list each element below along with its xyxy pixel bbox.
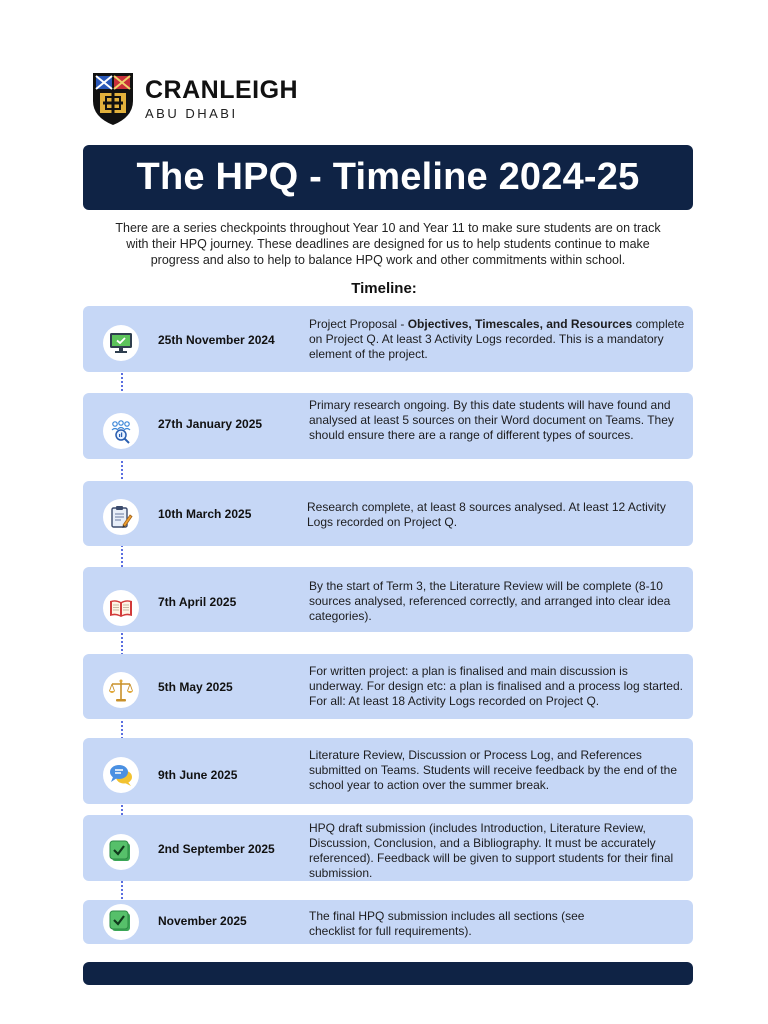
icon-badge [103, 672, 139, 708]
timeline-heading: Timeline: [351, 280, 417, 297]
timeline-card [83, 738, 693, 804]
page-title: The HPQ - Timeline 2024-25 [136, 156, 640, 198]
open-book-icon [108, 595, 134, 621]
icon-badge [103, 413, 139, 449]
timeline-card [83, 306, 693, 372]
school-logo [91, 70, 298, 128]
timeline-date: 2nd September 2025 [158, 842, 275, 856]
research-people-icon [108, 418, 134, 444]
timeline-description: Project Proposal - Objectives, Timescales, and Resources complete on Project Q. At least 3 Activity Logs recorded. This is a mandatory element of the project. [309, 317, 685, 361]
timeline-description: Literature Review, Discussion or Process Log, and References submitted on Teams. Students will receive feedback by the end of the school year to action over the summer break. [309, 748, 677, 792]
timeline-description: The final HPQ submission includes all sections (see checklist for full requirements). [309, 909, 585, 938]
speech-bubbles-icon [108, 762, 134, 788]
monitor-check-icon [108, 330, 134, 356]
brand-name: CRANLEIGH [145, 76, 299, 104]
timeline-card [83, 393, 693, 459]
timeline-date: 5th May 2025 [158, 680, 233, 694]
clipboard-pencil-icon [108, 504, 134, 530]
timeline-card [83, 654, 693, 719]
brand-location: ABU DHABI [145, 106, 238, 121]
icon-badge [103, 757, 139, 793]
check-box-icon [108, 909, 134, 935]
shield-crest-icon [91, 71, 135, 127]
timeline-description: Primary research ongoing. By this date students will have found and analysed at least 5 sources on their Word document on Teams. They should ensure there are a range of different types of sources. [309, 398, 674, 442]
timeline-card [83, 567, 693, 632]
timeline-date: 25th November 2024 [158, 333, 275, 347]
icon-badge [103, 590, 139, 626]
title-banner [83, 145, 693, 210]
check-box-icon [108, 839, 134, 865]
timeline-card [83, 900, 693, 944]
icon-badge [103, 499, 139, 535]
timeline-date: November 2025 [158, 914, 247, 928]
timeline-date: 7th April 2025 [158, 595, 237, 609]
timeline-description: By the start of Term 3, the Literature Review will be complete (8-10 sources analysed, referenced correctly, and arranged into clear idea categories). [309, 579, 671, 623]
timeline-date: 27th January 2025 [158, 417, 263, 431]
timeline-date: 9th June 2025 [158, 768, 238, 782]
timeline-card [83, 815, 693, 881]
timeline-description: HPQ draft submission (includes Introduction, Literature Review, Discussion, Conclusion, and a Bibliography. It must be accurately referenced). Feedback will be given to support students for their final submission. [309, 821, 674, 880]
timeline-description: Research complete, at least 8 sources analysed. At least 12 Activity Logs recorded on Project Q. [307, 500, 666, 529]
scales-icon [108, 677, 134, 703]
footer-bar [83, 962, 693, 985]
icon-badge [103, 325, 139, 361]
timeline-date: 10th March 2025 [158, 507, 252, 521]
timeline-description: For written project: a plan is finalised and main discussion is underway. For design etc: a plan is finalised and a process log started. For all: At least 18 Activity Logs recorded on Project Q. [309, 664, 683, 708]
icon-badge [103, 834, 139, 870]
intro-paragraph: There are a series checkpoints throughout Year 10 and Year 11 to make sure students are on track with their HPQ journey. These deadlines are designed for us to help students continue to make progress and also to help to balance HPQ work and other commitments within school. [115, 221, 661, 267]
timeline-card [83, 481, 693, 546]
icon-badge [103, 904, 139, 940]
